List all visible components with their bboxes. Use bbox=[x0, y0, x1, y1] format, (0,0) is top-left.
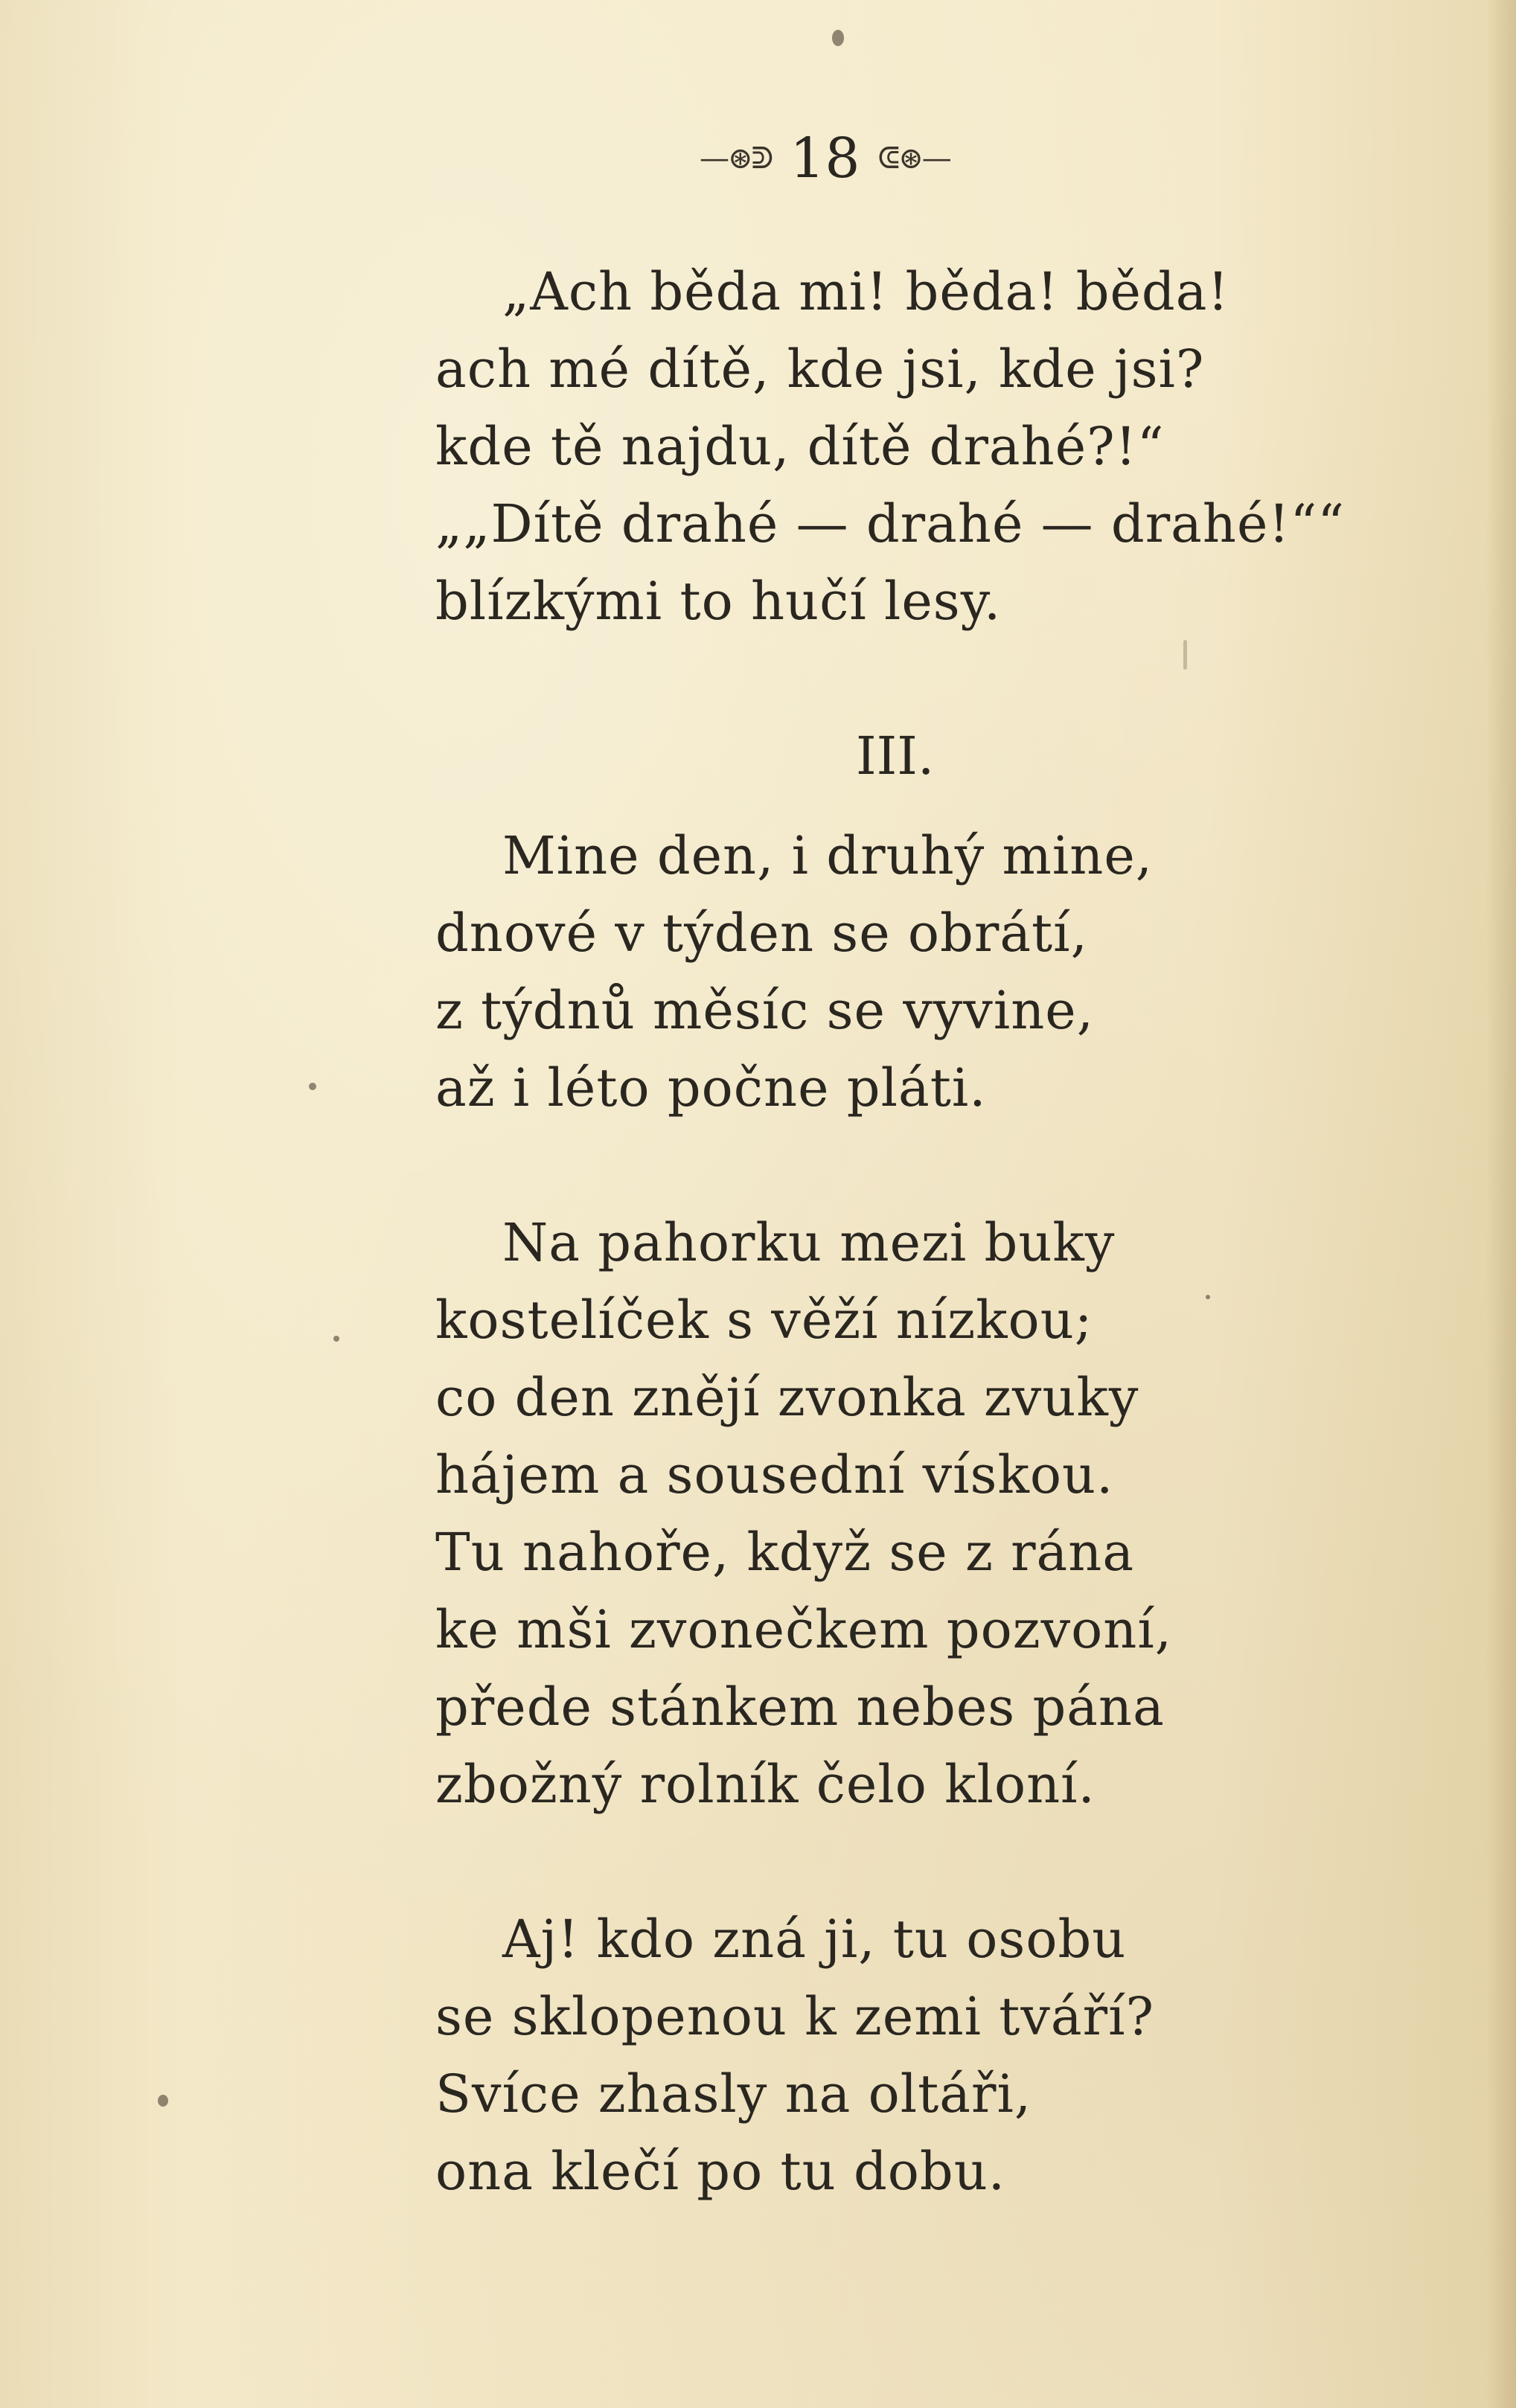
poem-line: přede stánkem nebes pána bbox=[435, 1677, 1165, 1738]
poem-line: Mine den, i druhý mine, bbox=[502, 825, 1154, 886]
paper-speck bbox=[309, 1083, 316, 1090]
poem-line: Tu nahoře, když se z rána bbox=[435, 1522, 1135, 1583]
left-ornament: —⊛ᕲ bbox=[700, 141, 773, 176]
poem-line: dnové v týden se obrátí, bbox=[435, 903, 1088, 964]
poem-line: „„Dítě drahé — drahé — drahé!““ bbox=[435, 493, 1346, 554]
poem-line: z týdnů měsíc se vyvine, bbox=[435, 980, 1094, 1041]
heading-gap bbox=[435, 795, 1388, 817]
poem-line: Na pahorku mezi buky bbox=[502, 1212, 1116, 1273]
poem-line: Svíce zhasly na oltáři, bbox=[435, 2063, 1032, 2124]
page-number: 18 bbox=[790, 127, 860, 190]
page-edge-shadow bbox=[1486, 0, 1516, 2408]
poem-text bbox=[435, 253, 1388, 2210]
paper-speck bbox=[333, 1336, 339, 1342]
poem-line: až i léto počne pláti. bbox=[435, 1057, 987, 1118]
right-ornament: ᕳ⊛— bbox=[877, 141, 950, 176]
poem-line: ona klečí po tu dobu. bbox=[435, 2141, 1006, 2202]
poem-line: blízkými to hučí lesy. bbox=[435, 571, 1002, 632]
page-header bbox=[700, 125, 1072, 192]
stanza-gap bbox=[435, 1127, 1388, 1204]
stanza-gap bbox=[435, 640, 1388, 717]
paper-speck bbox=[832, 30, 844, 46]
paper-mark bbox=[1183, 640, 1187, 670]
poem-line: zbožný rolník čelo kloní. bbox=[435, 1754, 1096, 1815]
poem-line: „Ach běda mi! běda! běda! bbox=[502, 261, 1229, 322]
poem-line: Aj! kdo zná ji, tu osobu bbox=[502, 1909, 1127, 1970]
poem-line: se sklopenou k zemi tváří? bbox=[435, 1986, 1155, 2047]
paper-speck bbox=[158, 2095, 168, 2107]
paper-speck bbox=[1206, 1295, 1210, 1299]
poem-line: hájem a sousední vískou. bbox=[435, 1444, 1114, 1505]
poem-line: ke mši zvonečkem pozvoní, bbox=[435, 1599, 1173, 1660]
stanza-gap bbox=[435, 1823, 1388, 1901]
poem-line: ach mé dítě, kde jsi, kde jsi? bbox=[435, 339, 1205, 400]
poem-line: kde tě najdu, dítě drahé?!“ bbox=[435, 416, 1165, 477]
poem-line: kostelíček s věží nízkou; bbox=[435, 1290, 1093, 1351]
section-heading: III. bbox=[856, 726, 935, 787]
poem-line: co den znějí zvonka zvuky bbox=[435, 1367, 1139, 1428]
